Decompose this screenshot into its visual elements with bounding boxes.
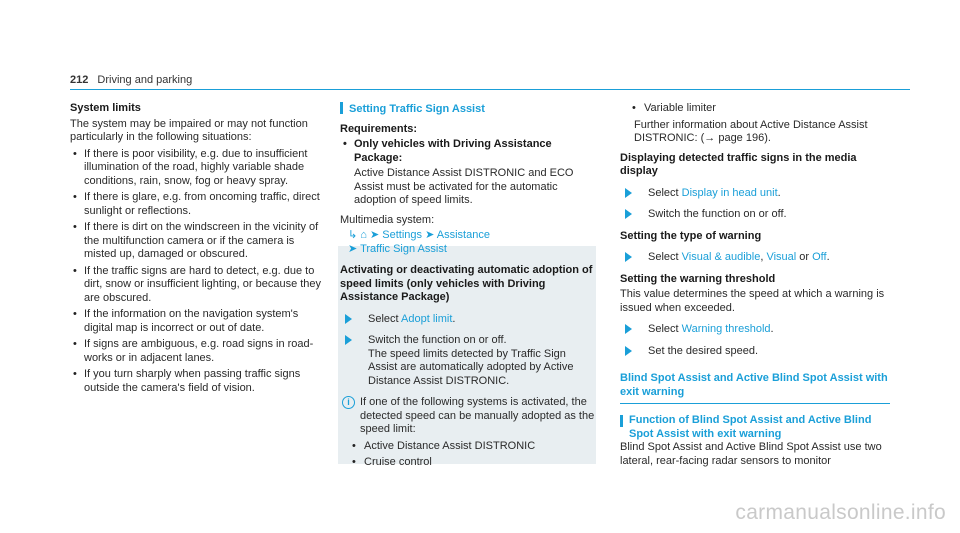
step-select-adopt: Select Adopt limit. bbox=[340, 313, 595, 327]
section-title bbox=[340, 102, 595, 117]
home-icon[interactable]: ⌂ bbox=[360, 229, 367, 241]
menu-path bbox=[340, 229, 595, 256]
list-item: • If there is glare, e.g. from oncoming traffic, direct sunlight or reflections. bbox=[70, 191, 325, 218]
list-item: • If there is dirt on the windscreen in the vicinity of the multifunction camera or if the camera is misted up, damaged or obscured. bbox=[70, 221, 325, 262]
list-item: • Cruise control bbox=[340, 456, 595, 470]
step-text: Select bbox=[648, 186, 679, 199]
warning-threshold-option[interactable]: Warning threshold bbox=[681, 323, 771, 335]
step-detail: The speed limits detected by Traffic Sign Assist are automatically adopted by Active Distance Assist DISTRONIC. bbox=[368, 347, 574, 387]
section-marker bbox=[340, 102, 343, 114]
multimedia-label: Multimedia system: bbox=[340, 213, 435, 226]
step-select-type: Select Visual & audible, Visual or Off. bbox=[620, 251, 890, 265]
requirements-heading: Requirements: bbox=[340, 122, 418, 135]
display-heading: Displaying detected traffic signs in the media display bbox=[620, 151, 857, 177]
function-heading-text: Function of Blind Spot Assist and Active Blind Spot Assist with exit warning bbox=[629, 414, 872, 440]
off-option[interactable]: Off bbox=[812, 251, 827, 263]
display-in-head-unit-option[interactable]: Display in head unit bbox=[681, 186, 778, 199]
step-select-display: Select Display in head unit. bbox=[620, 187, 890, 201]
step-arrow-icon bbox=[345, 335, 352, 345]
section-rule bbox=[620, 403, 890, 404]
section-title-text: Setting Traffic Sign Assist bbox=[349, 103, 485, 115]
requirements-list bbox=[340, 138, 595, 165]
menu-settings[interactable]: Settings bbox=[382, 229, 423, 241]
menu-arrow-icon: ↳ bbox=[348, 229, 361, 241]
list-item: • If there is poor visibility, e.g. due to insufficient illumination of the road, highly variable shade conditions, rain, snow, fog or heavy spray. bbox=[70, 148, 325, 189]
chevron-icon: ➤ bbox=[370, 229, 383, 241]
step-select-threshold: Select Warning threshold. bbox=[620, 323, 890, 337]
visual-option[interactable]: Visual bbox=[766, 251, 797, 263]
step-arrow-icon bbox=[345, 314, 352, 324]
function-heading bbox=[620, 414, 890, 441]
bsa-section-title: Blind Spot Assist and Active Blind Spot Assist with exit warning bbox=[620, 372, 888, 398]
step-text: Select bbox=[648, 323, 679, 335]
watermark: carmanualsonline.info bbox=[735, 501, 946, 524]
visual-audible-option[interactable]: Visual & audible bbox=[681, 251, 761, 263]
menu-assistance[interactable]: Assistance bbox=[436, 229, 490, 241]
step-arrow-icon bbox=[625, 252, 632, 262]
step-arrow-icon bbox=[625, 188, 632, 198]
warning-type-heading: Setting the type of warning bbox=[620, 229, 762, 242]
system-limits-intro: The system may be impaired or may not function particularly in the following situations: bbox=[70, 117, 308, 143]
section-marker bbox=[620, 415, 623, 427]
limits-list bbox=[70, 148, 325, 396]
requirement-text: Active Distance Assist DISTRONIC and ECO Assist must be activated for the automatic adoption of speed limits. bbox=[354, 167, 574, 206]
step-text: Select bbox=[368, 312, 399, 325]
column-settings bbox=[620, 102, 890, 468]
page-header bbox=[70, 74, 192, 86]
step-set-speed bbox=[620, 345, 890, 359]
threshold-text: This value determines the speed at which a warning is issued when exceeded. bbox=[620, 288, 885, 314]
info-note bbox=[340, 396, 595, 470]
threshold-heading: Setting the warning threshold bbox=[620, 272, 776, 285]
list-item: • If the information on the navigation system's digital map is incorrect or out of date. bbox=[70, 308, 325, 335]
list-item: • Variable limiter bbox=[620, 102, 890, 116]
list-item: • If you turn sharply when passing traffic signs outside the camera's field of vision. bbox=[70, 368, 325, 395]
step-text: Select bbox=[648, 251, 679, 263]
column-system-limits bbox=[70, 102, 325, 398]
list-item: • If signs are ambiguous, e.g. road signs in road-works or in adjacent lanes. bbox=[70, 338, 325, 365]
menu-traffic-sign-assist[interactable]: Traffic Sign Assist bbox=[360, 242, 447, 255]
list-item: • Only vehicles with Driving Assistance Package: bbox=[340, 138, 595, 165]
list-item: • Active Distance Assist DISTRONIC bbox=[340, 440, 595, 454]
step-arrow-icon bbox=[625, 346, 632, 356]
step-arrow-icon bbox=[625, 324, 632, 334]
step-text: Switch the function on or off. bbox=[368, 334, 507, 346]
function-text: Blind Spot Assist and Active Blind Spot Assist use two lateral, rear-facing radar sensors to monitor bbox=[620, 441, 882, 467]
page-number: 212 bbox=[70, 74, 89, 86]
info-icon: i bbox=[342, 396, 355, 409]
list-item: • If the traffic signs are hard to detect, e.g. due to dirt, snow or insufficient lighting, or because they are obscured. bbox=[70, 265, 325, 306]
adopt-limit-option[interactable]: Adopt limit bbox=[401, 312, 453, 325]
system-limits-heading: System limits bbox=[70, 102, 141, 114]
activation-heading: Activating or deactivating automatic adoption of speed limits (only vehicles with Driving Assistance Package) bbox=[340, 264, 593, 303]
step-text: Set the desired speed. bbox=[648, 344, 759, 357]
separator: or bbox=[799, 251, 810, 263]
note-list bbox=[340, 440, 595, 470]
chevron-icon: ➤ bbox=[348, 242, 361, 255]
header-rule bbox=[70, 89, 910, 90]
separator: , bbox=[760, 251, 764, 263]
column-traffic-sign-assist bbox=[340, 102, 595, 473]
step-arrow-icon bbox=[625, 209, 632, 219]
step-switch bbox=[620, 208, 890, 222]
chevron-icon: ➤ bbox=[425, 229, 437, 241]
limiter-list bbox=[620, 102, 890, 116]
chapter-title: Driving and parking bbox=[97, 74, 193, 86]
note-text: If one of the following systems is activated, the detected speed can be manually adopted as the speed limit: bbox=[360, 396, 595, 435]
step-text: Switch the function on or off. bbox=[648, 208, 787, 220]
further-info: Further information about Active Distance Assist DISTRONIC: (→ page 196). bbox=[634, 118, 868, 144]
step-switch bbox=[340, 334, 595, 388]
